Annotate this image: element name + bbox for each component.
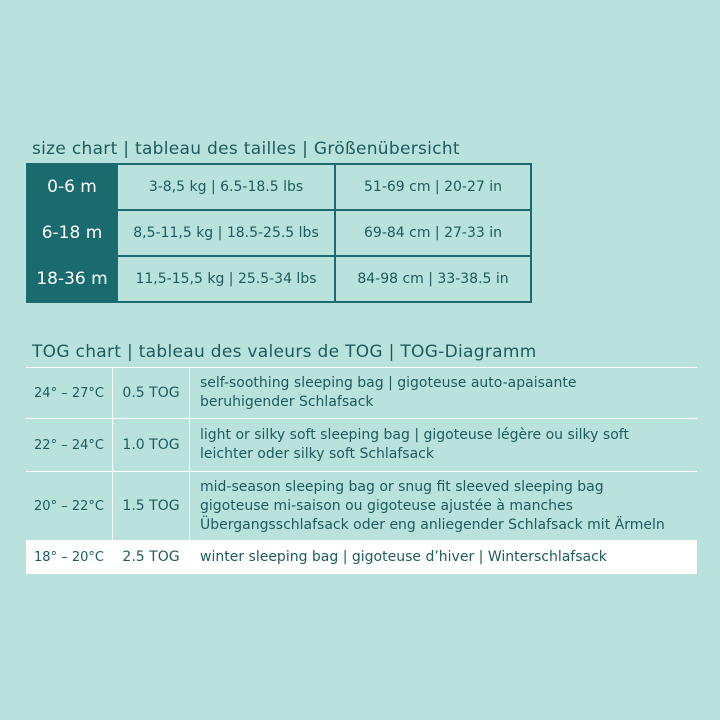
temperature-cell: 22° – 24°C bbox=[26, 419, 113, 472]
temperature-cell: 18° – 20°C bbox=[26, 541, 113, 574]
size-chart-table bbox=[26, 163, 532, 303]
size-row bbox=[27, 164, 531, 210]
temperature-cell: 20° – 22°C bbox=[26, 472, 113, 541]
description-line: Übergangsschlafsack oder eng anliegender Schlafsack mit Ärmeln bbox=[200, 516, 665, 533]
tog-value-cell: 1.5 TOG bbox=[113, 472, 190, 541]
tog-row bbox=[26, 472, 697, 541]
length-cell: 84-98 cm | 33-38.5 in bbox=[335, 256, 531, 302]
description-cell bbox=[190, 368, 698, 419]
description-cell bbox=[190, 541, 698, 574]
size-chart-title: size chart | tableau des tailles | Größenübersicht bbox=[32, 139, 460, 159]
tog-row bbox=[26, 419, 697, 472]
description-line: beruhigender Schlafsack bbox=[200, 394, 374, 410]
description-line: gigoteuse mi-saison ou gigoteuse ajustée à manches bbox=[200, 497, 573, 514]
description-cell bbox=[190, 472, 698, 541]
tog-value-cell: 2.5 TOG bbox=[113, 541, 190, 574]
description-line: self-soothing sleeping bag | gigoteuse auto-apaisante bbox=[200, 375, 577, 391]
description-line: winter sleeping bag | gigoteuse d’hiver | Winterschlafsack bbox=[200, 548, 607, 565]
tog-value-cell: 1.0 TOG bbox=[113, 419, 190, 472]
age-cell: 6-18 m bbox=[27, 210, 117, 256]
tog-row bbox=[26, 368, 697, 419]
tog-chart-title: TOG chart | tableau des valeurs de TOG | TOG-Diagramm bbox=[32, 342, 537, 362]
length-cell: 69-84 cm | 27-33 in bbox=[335, 210, 531, 256]
weight-cell: 11,5-15,5 kg | 25.5-34 lbs bbox=[117, 256, 335, 302]
length-cell: 51-69 cm | 20-27 in bbox=[335, 164, 531, 210]
tog-chart-table bbox=[26, 367, 697, 574]
weight-cell: 8,5-11,5 kg | 18.5-25.5 lbs bbox=[117, 210, 335, 256]
age-cell: 18-36 m bbox=[27, 256, 117, 302]
temperature-cell: 24° – 27°C bbox=[26, 368, 113, 419]
description-line: leichter oder silky soft Schlafsack bbox=[200, 446, 434, 462]
weight-cell: 3-8,5 kg | 6.5-18.5 lbs bbox=[117, 164, 335, 210]
description-line: mid-season sleeping bag or snug fit sleeved sleeping bag bbox=[200, 478, 604, 495]
tog-row-highlighted bbox=[26, 541, 697, 574]
description-line: light or silky soft sleeping bag | gigoteuse légère ou silky soft bbox=[200, 427, 629, 443]
size-row bbox=[27, 210, 531, 256]
age-cell: 0-6 m bbox=[27, 164, 117, 210]
size-row bbox=[27, 256, 531, 302]
description-cell bbox=[190, 419, 698, 472]
tog-value-cell: 0.5 TOG bbox=[113, 368, 190, 419]
